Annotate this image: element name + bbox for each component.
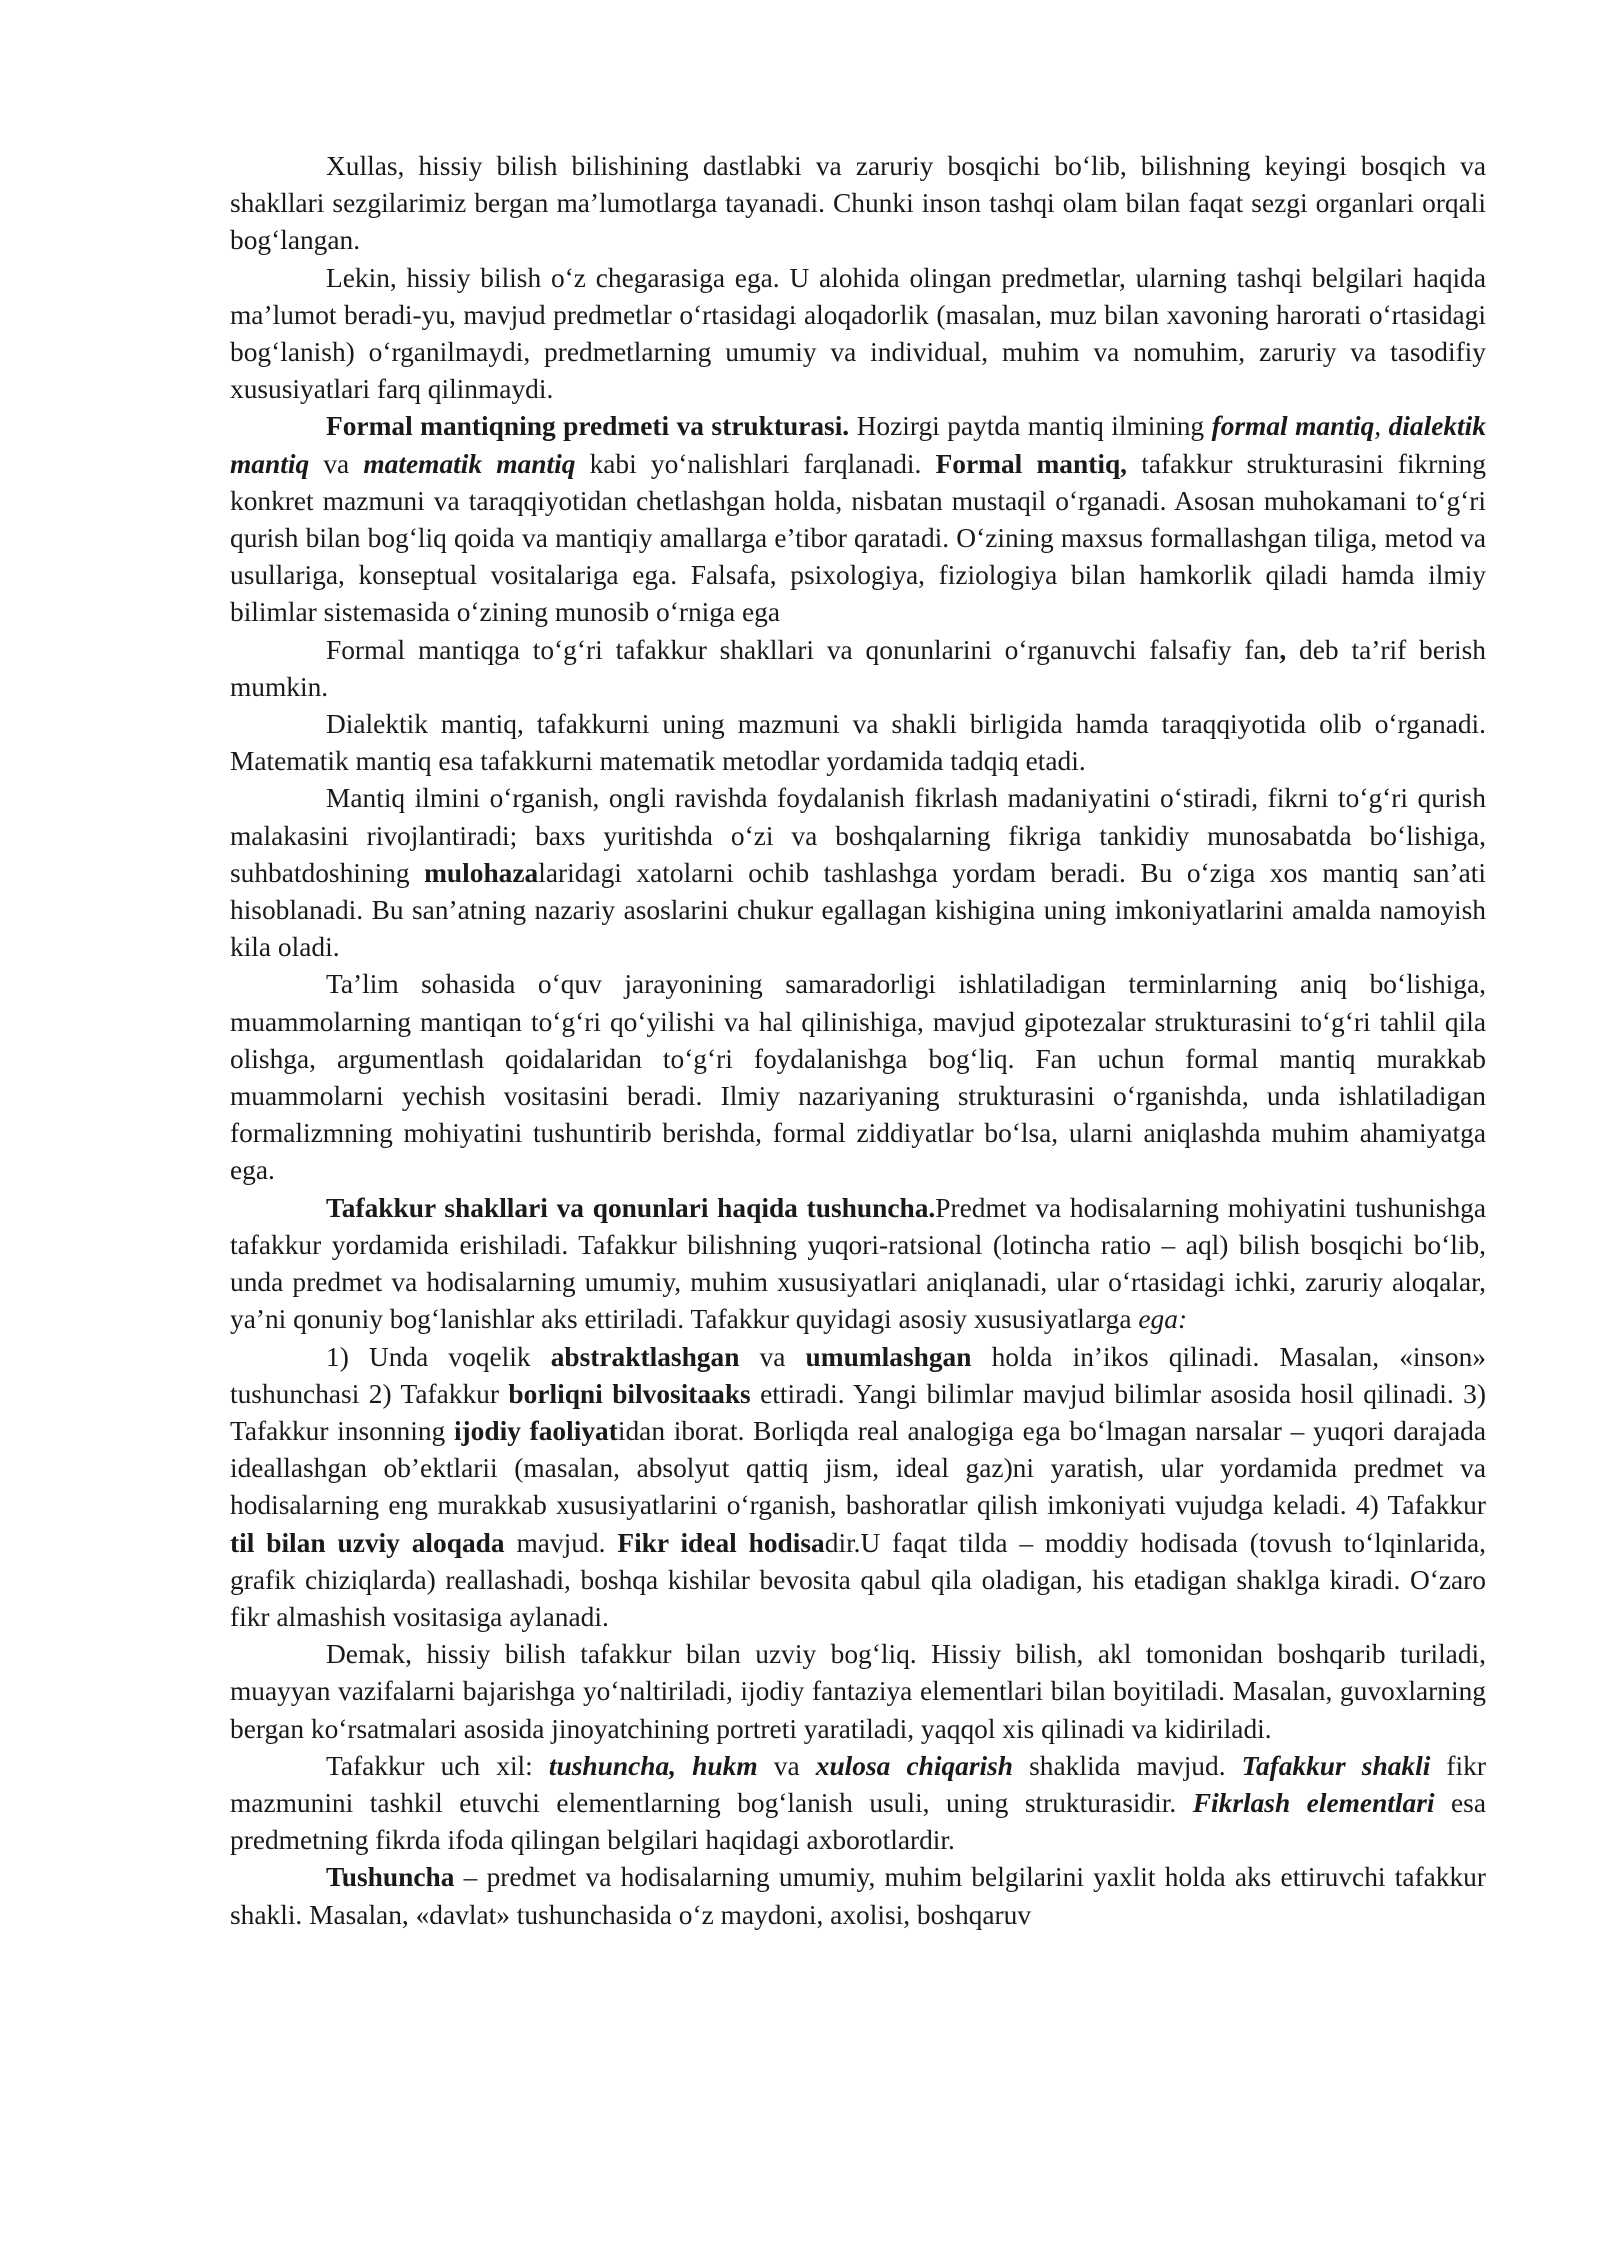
document-paragraph [230, 1748, 1486, 1860]
body-text: kabi yo‘nalishlari farqlanadi. [575, 448, 936, 479]
emphasized-text: Formal mantiqning predmeti va strukturasi. [326, 411, 850, 442]
body-text: fikr mazmunini tashkil etuvchi elementlarning bog‘lanish usuli, uning strukturasidir. [230, 1750, 1486, 1818]
emphasized-text: xulosa chiqarish [815, 1750, 1014, 1781]
document-paragraph [230, 1636, 1486, 1748]
body-text: Demak, hissiy bilish tafakkur bilan uzviy bog‘liq. Hissiy bilish, akl tomonidan boshqarib turiladi, muayyan vazifalarni bajarishga yo‘naltiriladi, ijodiy fantaziya elementlari bilan boyitiladi. Masalan, guvoxlarning bergan ko‘rsatmalari asosida jinoyatchining portreti yaratiladi, yaqqol xis qilinadi va kidiriladi. [230, 1639, 1486, 1744]
body-text: deb ta’rif berish mumkin. [230, 634, 1486, 702]
emphasized-text: Tafakkur shakli [1241, 1750, 1431, 1781]
document-paragraph [230, 1859, 1486, 1933]
document-paragraph [230, 148, 1486, 260]
emphasized-text: formal mantiq [1211, 411, 1375, 442]
body-text: Mantiq ilmini o‘rganish, ongli ravishda foydalanish fikrlash madaniyatini o‘stiradi, fikrni to‘g‘ri qurish malakasini rivojlantiradi; baxs yuritishda o‘zi va boshqalarning fikriga tankidiy munosabatda bo‘lishiga, suhbatdoshining [230, 783, 1486, 888]
body-text: Predmet va hodisalarning mohiyatini tushunishga tafakkur yordamida erishiladi. Tafakkur bilishning yuqori-ratsional (lotincha ratio – aql) bilish bosqichi bo‘lib, unda predmet va hodisalarning umumiy, muhim xususiyatlari aniqlanadi, ular o‘rtasidagi ichki, zaruriy aloqalar, ya’ni qonuniy bog‘lanishlar aks ettiriladi. Tafakkur quyidagi asosiy xususiyatlarga [230, 1192, 1486, 1335]
emphasized-text: Tushuncha [326, 1862, 455, 1893]
body-text: – predmet va hodisalarning umumiy, muhim belgilarini yaxlit holda aks ettiruvchi tafakkur shakli. Masalan, «davlat» tushunchasida o‘z maydoni, axolisi, boshqaruv [230, 1862, 1486, 1930]
body-text: va [739, 1341, 806, 1372]
emphasized-text: Fikr ideal hodisa [617, 1527, 825, 1558]
emphasized-text: Fikrlash elementlari [1192, 1787, 1435, 1818]
emphasized-text: , [1279, 634, 1287, 665]
body-text: Formal mantiqga to‘g‘ri tafakkur shakllari va qonunlarini o‘rganuvchi falsafiy fan [326, 634, 1280, 665]
emphasized-text: ega: [1138, 1304, 1188, 1335]
document-paragraph [230, 260, 1486, 409]
emphasized-text: Tafakkur shakllari va qonunlari haqida tushuncha. [326, 1192, 936, 1223]
document-paragraph [230, 780, 1486, 966]
emphasized-text: borliqni bilvositaaks [508, 1378, 751, 1409]
emphasized-text: dialektik mantiq [230, 411, 1486, 479]
emphasized-text: umumlashgan [805, 1341, 972, 1372]
emphasized-text: abstraktlashgan [550, 1341, 740, 1372]
body-text: mavjud. [504, 1527, 618, 1558]
body-text: ettiradi. Yangi bilimlar mavjud bilimlar asosida hosil qilinadi. 3) Tafakkur insonning [230, 1378, 1486, 1446]
body-text: dir.U faqat tilda – moddiy hodisada (tovush to‘lqinlarida, grafik chiziqlarda) reallashadi, boshqa kishilar bevosita qabul qila oladigan, his etadigan shaklga kiradi. O‘zaro fikr almashish vositasiga aylanadi. [230, 1527, 1486, 1632]
emphasized-text: til bilan uzviy aloqada [230, 1527, 505, 1558]
body-text: va [309, 448, 364, 479]
body-text: Hozirgi paytda mantiq ilmining [849, 411, 1212, 442]
body-text: esa predmetning fikrda ifoda qilingan belgilari haqidagi axborotlardir. [230, 1787, 1486, 1856]
document-paragraph [230, 408, 1486, 631]
emphasized-text: ijodiy faoliyat [453, 1415, 618, 1446]
emphasized-text: Formal mantiq, [935, 448, 1128, 479]
document-paragraph [230, 966, 1486, 1189]
emphasized-text: mulohaza [424, 857, 539, 888]
body-text: Xullas, hissiy bilish bilishining dastlabki va zaruriy bosqichi bo‘lib, bilishning keyingi bosqich va shakllari sezgilarimiz bergan ma’lumotlarga tayanadi. Chunki inson tashqi olam bilan faqat sezgi organlari orqali bog‘langan. [230, 151, 1486, 256]
body-text: laridagi xatolarni ochib tashlashga yordam beradi. Bu o‘ziga xos mantiq san’ati hisoblanadi. Bu san’atning nazariy asoslarini chukur egallagan kishigina uning imkoniyatlarini amalda namoyish kila oladi. [230, 857, 1486, 963]
body-text: Lekin, hissiy bilish o‘z chegarasiga ega. U alohida olingan predmetlar, ularning tashqi belgilari haqida ma’lumot beradi-yu, mavjud predmetlar o‘rtasidagi aloqadorlik (masalan, muz bilan xavoning harorati o‘rtasidagi bog‘lanish) o‘rganilmaydi, predmetlarning umumiy va individual, muhim va nomuhim, zaruriy va tasodifiy xususiyatlari farq qilinmaydi. [230, 262, 1486, 405]
document-paragraph [230, 632, 1486, 706]
body-text: shaklida mavjud. [1013, 1750, 1242, 1781]
body-text: va [757, 1750, 816, 1781]
body-text: Tafakkur uch xil: [326, 1750, 549, 1781]
body-text: idan iborat. Borliqda real analogiga ega bo‘lmagan narsalar – yuqori darajada ideallashgan ob’ektlarii (masalan, absolyut qattiq jism, ideal gaz)ni yaratish, ular yordamida predmet va hodisalarning eng murakkab xususiyatlarini o‘rganish, bashoratlar qilish imkoniyati vujudga keladi. 4) Tafakkur [230, 1415, 1486, 1521]
document-paragraph [230, 1339, 1486, 1637]
emphasized-text: , [1374, 411, 1389, 442]
body-text: holda in’ikos qilinadi. Masalan, «inson» tushunchasi 2) Tafakkur [230, 1341, 1486, 1409]
body-text: Ta’lim sohasida o‘quv jarayonining samaradorligi ishlatiladigan terminlarning aniq bo‘lishiga, muammolarning mantiqan to‘g‘ri qo‘yilishi va hal qilinishiga, mavjud gipotezalar strukturasini to‘g‘ri tahlil qila olishga, argumentlash qoidalaridan to‘g‘ri foydalanishga bog‘liq. Fan uchun formal mantiq murakkab muammolarni yechish vositasini beradi. Ilmiy nazariyaning strukturasini o‘rganishda, unda ishlatiladigan formalizmning mohiyatini tushuntirib berishda, formal ziddiyatlar bo‘lsa, ularni aniqlashda muhim ahamiyatga ega. [230, 969, 1486, 1186]
body-text: Dialektik mantiq, tafakkurni uning mazmuni va shakli birligida hamda taraqqiyotida olib o‘rganadi. Matematik mantiq esa tafakkurni matematik metodlar yordamida tadqiq etadi. [230, 709, 1486, 777]
body-text: 1) Unda voqelik [326, 1341, 551, 1372]
document-page [230, 148, 1486, 1934]
body-text: tafakkur strukturasini fikrning konkret mazmuni va taraqqiyotidan chetlashgan holda, nisbatan mustaqil o‘rganadi. Asosan muhokamani to‘g‘ri qurish bilan bog‘liq qoida va mantiqiy amallarga e’tibor qaratadi. O‘zining maxsus formallashgan tiliga, metod va usullariga, konseptual vositalariga ega. Falsafa, psixologiya, fiziologiya bilan hamkorlik qiladi hamda ilmiy bilimlar sistemasida o‘zining munosib o‘rniga ega [230, 448, 1486, 628]
document-paragraph [230, 1190, 1486, 1339]
emphasized-text: matematik mantiq [363, 448, 576, 479]
emphasized-text: tushuncha, hukm [548, 1750, 758, 1781]
document-paragraph [230, 706, 1486, 780]
